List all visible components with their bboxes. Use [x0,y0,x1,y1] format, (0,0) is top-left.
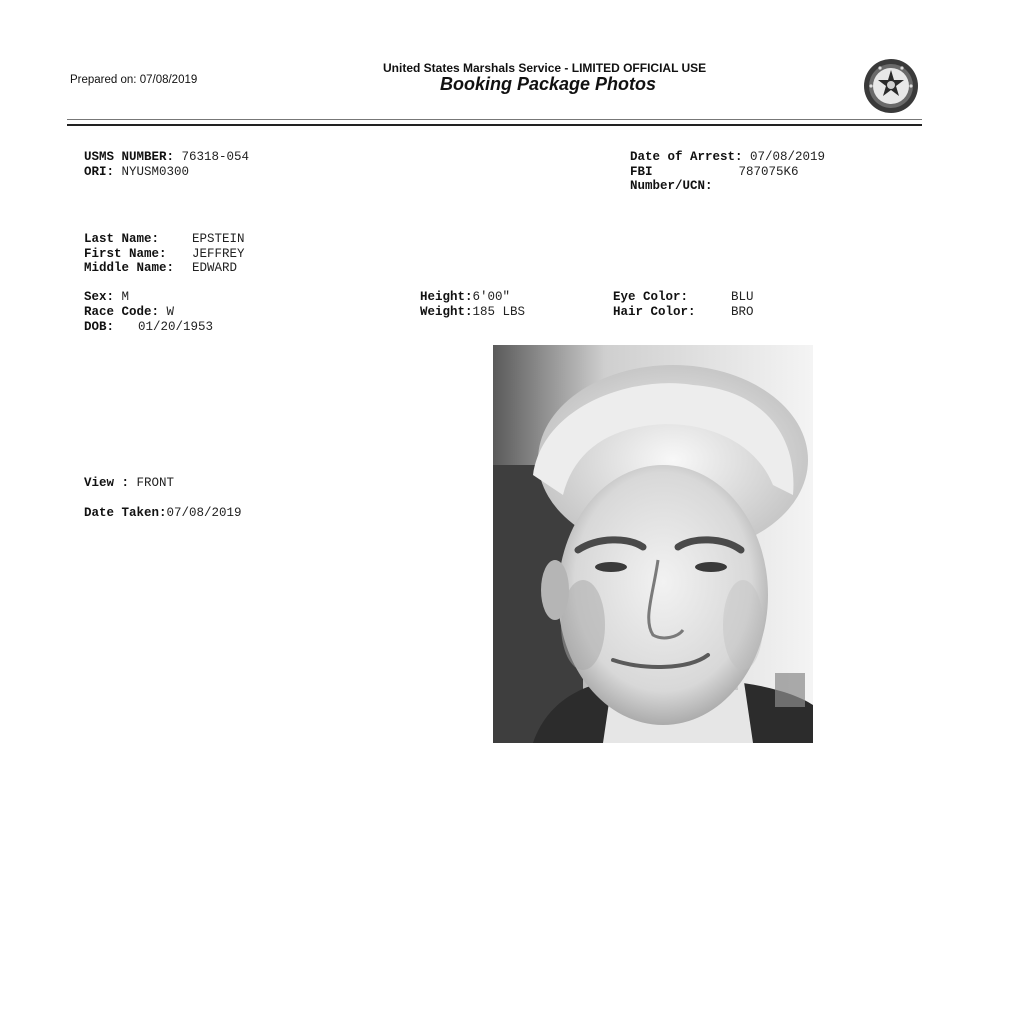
hair-color-row [613,305,754,320]
fbi-row [630,165,825,180]
dob-label: DOB: [84,320,115,334]
us-marshals-seal-icon [863,58,919,114]
height-value: 6'00" [472,290,511,304]
dob-value: 01/20/1953 [138,320,214,334]
race-value: W [166,304,175,319]
fbi-ucn-row [630,179,825,194]
view-label: View : [84,476,130,490]
race-row [84,305,213,320]
view-value: FRONT [136,476,175,490]
date-taken-row [84,506,242,521]
last-name-value: EPSTEIN [192,232,245,246]
name-block [84,232,245,276]
height-label: Height: [420,290,473,304]
middle-name-label: Middle Name: [84,261,175,275]
first-name-label: First Name: [84,246,167,261]
first-name-value: JEFFREY [192,246,245,261]
ori-value: NYUSM0300 [121,164,190,179]
middle-name-value: EDWARD [192,261,238,275]
weight-label: Weight: [420,304,473,319]
last-name-row [84,232,245,247]
usms-number-row [84,150,249,165]
date-taken-label: Date Taken: [84,506,167,520]
prepared-date: 07/08/2019 [139,74,198,86]
fbi-value: 787075K6 [738,164,799,179]
ori-row [84,165,249,180]
prepared-on [70,74,197,86]
height-weight-block [420,290,525,319]
arrest-date-row [630,150,825,165]
eye-hair-block [613,290,754,319]
hair-color-label: Hair Color: [613,304,696,319]
prepared-label: Prepared on: [70,74,137,86]
id-block [84,150,249,179]
arrest-date-label: Date of Arrest: [630,150,743,164]
sex-row [84,290,213,305]
ori-label: ORI: [84,164,115,179]
sex-label: Sex: [84,290,115,304]
sex-value: M [121,290,130,304]
hair-color-value: BRO [731,304,754,319]
fbi-label: FBI [630,164,653,179]
middle-name-row [84,261,245,276]
date-taken-value: 07/08/2019 [166,506,242,520]
eye-color-value: BLU [731,290,754,304]
booking-photo [493,345,813,743]
usms-number-value: 76318-054 [181,150,250,164]
first-name-row [84,247,245,262]
arrest-block [630,150,825,194]
arrest-date-value: 07/08/2019 [750,150,826,164]
height-row [420,290,525,305]
usms-number-label: USMS NUMBER: [84,150,175,164]
agency-line: United States Marshals Service - LIMITED OFFICIAL USE [383,61,707,75]
document-title: Booking Package Photos [440,74,657,94]
race-label: Race Code: [84,304,160,319]
weight-value: 185 LBS [472,304,526,319]
eye-color-label: Eye Color: [613,290,689,304]
last-name-label: Last Name: [84,232,160,246]
eye-color-row [613,290,754,305]
header-rule-thick [67,124,922,126]
weight-row [420,305,525,320]
dob-row [84,320,213,335]
header-rule-thin [67,119,922,120]
demographics-block [84,290,213,335]
view-row [84,476,174,491]
fbi-ucn-label: Number/UCN: [630,179,713,193]
